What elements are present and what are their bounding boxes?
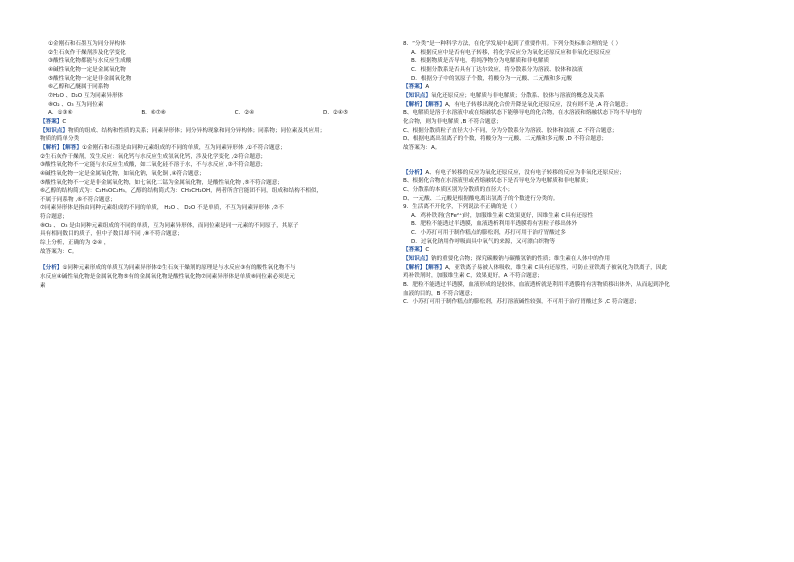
analysis-line-10: ⑧O₂ 、 O₃ 是由同种元素组成的不同的单质，互为同素异形体，而同位素是同一元素的不同原子，其原子 xyxy=(40,222,299,229)
q9-analysis-tag: 【解析】【解答】 xyxy=(403,264,445,271)
question-9: 9．生活离不开化学，下列说法不正确的是（ ） xyxy=(403,204,521,211)
analysis-line-12: 综上分析，正确的为 ②④ ， xyxy=(40,240,110,247)
q8-analysis-line-3: 化合物，则为非电解质 ,B 不符合题意； xyxy=(403,118,502,125)
q8-option-b: B．根据物质是否导电，将纯净物分为电解质和非电解质 xyxy=(411,58,550,65)
q9-answer-line xyxy=(403,246,763,255)
analysis-line-8: ⑦同素异形体是指由同种元素组成的不同的单质， H₂O 、 D₂O 不是单质，不互为同素异形体 ,⑦不 xyxy=(40,205,284,212)
q8-analysis-line-4: C、根据分散质粒子直径大小不同，分为分散系分为溶液、胶体和浊液 ,C 不符合题意； xyxy=(403,127,618,134)
q9-analysis-line-1: A，亚铁离子易被人体吸收，维生素 C具有还原性，可防止亚铁离子被氧化为铁离子，因此 xyxy=(444,264,668,271)
knowledge-text-2: 物质的简单分类 xyxy=(40,136,80,143)
knowledge-tag: 【知识点】 xyxy=(40,127,68,134)
q8-option-c: C．根据分散系是否具有丁达尔效应，将分散系分为溶液、胶体和浊液 xyxy=(411,66,583,73)
q8-analysis-line-2: B、电解质是溶于水溶液中或在熔融状态下能够导电的化合物，在水溶液和熔融状态下均不导电的 xyxy=(403,110,642,117)
statement-2: ②生石灰作干燥剂涉及化学变化 xyxy=(48,49,126,56)
left-column xyxy=(40,40,400,290)
q8-analysis-tag: 【解析】【解答】 xyxy=(403,101,445,108)
fenxi-tag: 【分析】 xyxy=(40,265,63,272)
q9-analysis-line-2: 鸡补铁剂时，加服维生素 C，效果更好，A 不符合题意； xyxy=(403,273,543,280)
q8-fenxi-line-4: D、一元酸、二元酸是根据酸电离出氢离子的个数进行分类的。 xyxy=(403,195,559,202)
q8-fenxi-tag: 【分析】 xyxy=(403,169,426,176)
answer-options xyxy=(40,109,348,118)
q8-fenxi-line xyxy=(403,169,763,178)
q8-analysis-line-6: 故答案为：A。 xyxy=(403,144,441,151)
option-d: D．②④⑤ xyxy=(323,110,348,117)
analysis-line-11: 具有相同数目的质子，但中子数目却不同 ,⑧不符合题意； xyxy=(40,231,183,238)
knowledge-line xyxy=(40,127,400,136)
q8-option-a: A．根据反应中是否有电子转移，将化学反应分为氧化还原反应和非氧化还原反应 xyxy=(411,49,611,56)
answer-tag: 【答案】 xyxy=(40,118,63,125)
q9-option-b: B．肥粒不能透过半透膜，血液透析利用半透膜将有害粒子移出体外 xyxy=(411,221,578,228)
analysis-line-4: ④碱性氧化物一定是金属氧化物，如氧化钠，氧化铜 ,④符合题意； xyxy=(40,170,205,177)
q9-analysis-line xyxy=(403,264,763,273)
q8-answer-value: A xyxy=(425,84,430,91)
q9-answer-tag: 【答案】 xyxy=(403,247,426,254)
q8-knowledge-text: 氧化还原反应；电解质与非电解质；分散系、胶体与溶液的概念及关系 xyxy=(430,92,605,99)
statement-8: ⑧O₂ 、O₃ 互为同位素 xyxy=(48,101,104,108)
q8-option-d: D．根据分子中的氢原子个数，将酸分为一元酸、二元酸和多元酸 xyxy=(411,75,572,82)
q9-option-c: C．小苏打可用于制作糕点的膨松剂，苏打可用于治疗胃酸过多 xyxy=(411,230,566,237)
option-b: B．⑥⑦⑧ xyxy=(141,110,166,117)
analysis-line-6: ⑥乙醇的结构简式为：C₂H₅OC₂H₅，乙醇的结构简式为：CH₃CH₂OH，两者所含官能团不同，组成和结构不相似， xyxy=(40,188,323,195)
analysis-line-3: ③酸性氧化物不一定能与水反应生成酸，如二氧化硅不溶于水，不与水反应 ,③不符合题意； xyxy=(40,162,267,169)
q8-knowledge-line xyxy=(403,92,763,101)
statement-4: ④碱性氧化物一定是金属氧化物 xyxy=(48,66,126,73)
statement-5: ⑤酸性氧化物一定是非金属氧化物 xyxy=(48,75,132,82)
question-8: 8．“分类”是一种科学方法，在化学发展中起到了重要作用。下列分类标准合理的是（ ） xyxy=(403,41,622,47)
fenxi-line xyxy=(40,264,400,273)
answer-line xyxy=(40,118,400,127)
q8-fenxi-line-3: C、分散系的本质区别为分散质的直径大小； xyxy=(403,186,514,193)
q8-answer-line xyxy=(403,83,763,92)
q9-knowledge-line xyxy=(403,255,763,264)
analysis-line-1: ①金刚石和石墨是由同种元素组成的不同的单质，互为同素异形体 ,①不符合题意； xyxy=(81,144,286,151)
q9-answer-value: C xyxy=(425,247,430,254)
q8-knowledge-tag: 【知识点】 xyxy=(403,92,431,99)
option-c: C．②④ xyxy=(234,110,255,117)
q8-fenxi-line-2: B、根据化合物在水溶液里或者熔融状态下是否导电分为电解质和非电解质； xyxy=(403,178,592,185)
knowledge-text: 物质的组成、结构和性质的关系；同素异形体；同分异构现象和同分异构体；同系物；同位素及其应用； xyxy=(67,127,326,134)
q8-answer-tag: 【答案】 xyxy=(403,84,426,91)
q9-analysis-line-5: C．小苏打可用于制作糕点的膨松剂，苏打溶液碱性较强，不可用于治疗胃酸过多 ,C 符合题意； xyxy=(403,299,640,306)
analysis-line xyxy=(40,144,400,153)
answer-value: C xyxy=(62,118,67,125)
q9-knowledge-tag: 【知识点】 xyxy=(403,256,431,263)
fenxi-line-3: 素 xyxy=(40,282,46,289)
statement-1: ①金刚石和石墨互为同分异构体 xyxy=(48,41,126,47)
fenxi-line-1: ①同种元素形成的单质互为同素异形体②生石灰干燥剂的原理是与水反应③有的酸性氧化物不与 xyxy=(62,265,296,272)
analysis-line-7: 不属于同系物 ,⑥不符合题意； xyxy=(40,196,116,203)
q8-analysis-line xyxy=(403,101,763,110)
option-a: A．①③⑥ xyxy=(48,110,73,117)
analysis-line-2: ②生石灰作干燥剂，发生反应：氧化钙与水反应生成氢氧化钙，涉及化学变化 ,②符合题意； xyxy=(40,153,267,160)
q9-option-a: A．鸡补铁剂(含Fe²⁺)时，加服维生素 C效果更好，因维生素 C具有还原性 xyxy=(411,212,594,219)
q9-knowledge-text: 钠的重要化合物；探究碳酸钠与碳酸氢钠的性质；维生素在人体中的作用 xyxy=(430,256,610,263)
q8-analysis-line-5: D、根据电离出氢离子的个数，将酸分为一元酸、二元酸和多元酸 ,D 不符合题意； xyxy=(403,136,608,143)
fenxi-line-2: 水反应④碱性氧化物是金属氧化物⑤有的金属氧化物是酸性氧化物⑦同素异形体是单质⑧同位素必须是元 xyxy=(40,274,295,281)
statement-3: ③酸性氧化物都能与水反应生成酸 xyxy=(48,58,132,65)
q8-analysis-line-1: A，有电子转移出现化合价升降是氧化还原反应，没有则不是 ,A 符合题意； xyxy=(444,101,632,108)
q9-analysis-line-3: B．肥粒不能透过半透膜，血液形成的是胶体，血液透析就是利用半透膜将有害物质移出体外，从而起到净化 xyxy=(403,282,670,289)
analysis-line-13: 故答案为：C。 xyxy=(40,248,78,255)
right-column xyxy=(403,40,763,307)
analysis-line-9: 符合题意； xyxy=(40,214,68,221)
statement-7: ⑦H₂O 、D₂O 互为同素异形体 xyxy=(48,92,124,99)
analysis-tag: 【解析】【解答】 xyxy=(40,144,82,151)
statement-6: ⑥乙醇和乙醚属于同系物 xyxy=(48,84,109,91)
q8-fenxi-line-1: A、有电子转移的反应为氧化还原反应，没有电子转移的反应为非氧化还原反应； xyxy=(425,169,625,176)
analysis-line-5: ⑤酸性氧化物不一定是非金属氧化物，如七氧化二锰为金属氧化物，是酸性氧化物 ,⑤不符合题意； xyxy=(40,179,283,186)
q9-option-d: D．过氧化钠用作呼吸面具中氧气的来源，又可漂白织物等 xyxy=(411,238,556,245)
q9-analysis-line-4: 血液的目的，B 不符合题意； xyxy=(403,290,476,297)
